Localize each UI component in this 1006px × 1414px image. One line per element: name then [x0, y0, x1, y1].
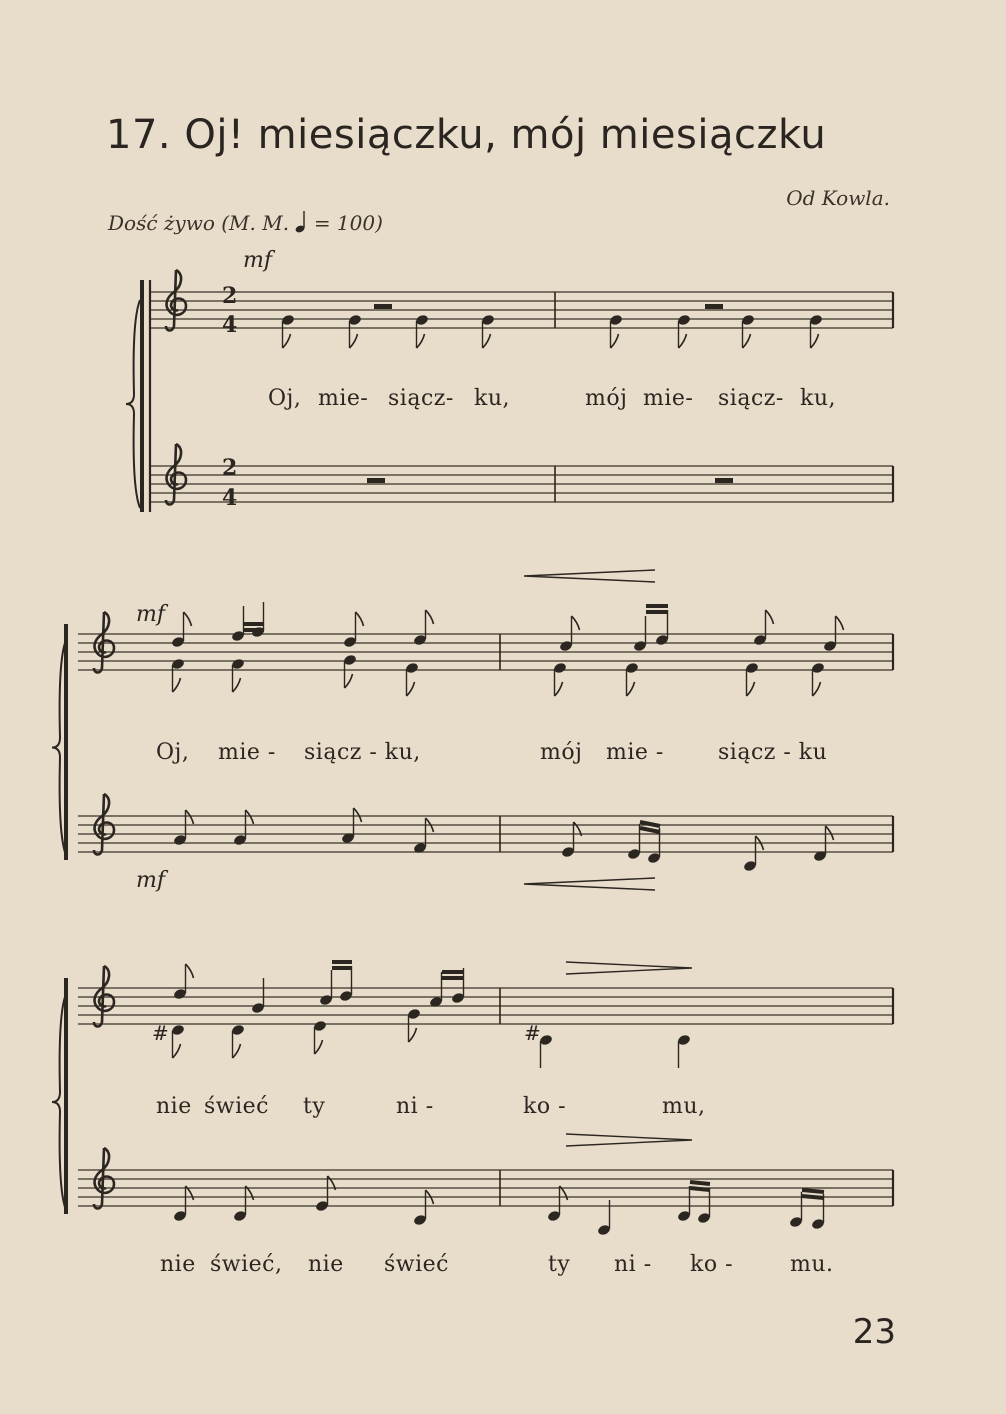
half-rest	[705, 304, 723, 309]
note-flag	[350, 334, 358, 348]
note-flag	[627, 682, 635, 696]
lyric: mie -	[218, 740, 276, 765]
system-brace	[52, 640, 66, 855]
note-flag	[246, 810, 254, 824]
time-sig-bottom-2: 4	[222, 485, 238, 511]
tempo-suffix: = 100)	[313, 211, 383, 235]
note-flag	[283, 334, 291, 348]
note-flag	[407, 682, 415, 696]
beam	[690, 1188, 710, 1190]
beam	[640, 828, 660, 832]
note-flag	[572, 616, 580, 630]
lyric: świeć,	[210, 1252, 283, 1277]
dynamic-mf-3: mf	[136, 868, 166, 893]
lyric: mie -	[606, 740, 664, 765]
note-flag	[611, 334, 619, 348]
dynamic-mf-2: mf	[136, 602, 166, 627]
half-rest	[367, 478, 385, 483]
song-title: 17. Oj! miesiączku, mój miesiączku	[106, 112, 827, 158]
treble-clef-icon	[166, 270, 186, 331]
lyric: Oj,	[268, 386, 302, 411]
note-flag	[345, 674, 353, 688]
lyric: siącz - ku,	[304, 740, 421, 765]
decrescendo-hairpin	[566, 962, 692, 974]
note-flag	[811, 334, 819, 348]
time-sig-top-1: 2	[222, 283, 238, 309]
lyric: ku,	[800, 386, 836, 411]
lyric: ko -	[523, 1094, 567, 1119]
time-sig-top-2: 2	[222, 455, 238, 481]
page-number: 23	[852, 1312, 896, 1352]
lyric: mój	[540, 740, 583, 765]
treble-clef-icon	[94, 794, 114, 855]
lyric: nie	[160, 1252, 196, 1277]
lyric: mie-	[318, 386, 369, 411]
lyric: ko -	[690, 1252, 734, 1277]
lyric: mie-	[643, 386, 694, 411]
crescendo-hairpin	[524, 570, 655, 582]
half-rest	[715, 478, 733, 483]
system-brace	[52, 994, 66, 1210]
note-flag	[173, 678, 181, 692]
note-flag	[766, 610, 774, 624]
lyric: Oj,	[156, 740, 190, 765]
lyric: siącz - ku	[718, 740, 828, 765]
beam	[802, 1190, 824, 1192]
time-sig-bottom-1: 4	[222, 312, 238, 338]
song-origin: Od Kowla.	[786, 186, 890, 210]
treble-clef-icon	[94, 612, 114, 673]
note-flag	[186, 964, 194, 978]
note-flag	[836, 616, 844, 630]
note-flag	[233, 678, 241, 692]
note-flag	[555, 682, 563, 696]
note-flag	[679, 334, 687, 348]
beam	[690, 1182, 710, 1184]
lyric: siącz-	[388, 386, 454, 411]
note-flag	[483, 334, 491, 348]
note-flag	[747, 682, 755, 696]
sharp-icon: #	[152, 1021, 169, 1045]
note-flag	[813, 682, 821, 696]
note-flag	[426, 610, 434, 624]
treble-clef-icon	[94, 966, 114, 1027]
lyric: nie	[156, 1094, 192, 1119]
lyric: nie	[308, 1252, 344, 1277]
lyric: ty	[303, 1094, 326, 1119]
note-flag	[417, 334, 425, 348]
treble-clef-icon	[166, 444, 186, 505]
note-flag	[409, 1028, 417, 1042]
lyric: mu,	[662, 1094, 706, 1119]
beam	[802, 1196, 824, 1198]
crescendo-hairpin	[524, 878, 655, 890]
note-flag	[315, 1040, 323, 1054]
tempo-prefix: Dość żywo (M. M.	[108, 211, 290, 235]
lyric: ni -	[396, 1094, 434, 1119]
note-flag	[743, 334, 751, 348]
lyric: siącz-	[718, 386, 784, 411]
lyric: ty	[548, 1252, 571, 1277]
decrescendo-hairpin	[566, 1134, 692, 1146]
note-flag	[354, 808, 362, 822]
half-rest	[374, 304, 392, 309]
dynamic-mf-1: mf	[243, 248, 273, 273]
note-flag	[233, 1044, 241, 1058]
note-flag	[184, 612, 192, 626]
lyric: świeć	[384, 1252, 449, 1277]
system-brace	[126, 300, 140, 508]
note-flag	[356, 612, 364, 626]
lyric: ku,	[474, 386, 510, 411]
treble-clef-icon	[94, 1148, 114, 1209]
lyric: ni -	[614, 1252, 652, 1277]
note-flag	[186, 810, 194, 824]
lyric: mu.	[790, 1252, 834, 1277]
note-flag	[826, 826, 834, 840]
lyric: mój	[585, 386, 628, 411]
note-flag	[173, 1044, 181, 1058]
lyric: świeć	[204, 1094, 269, 1119]
sharp-icon: #	[524, 1021, 541, 1045]
